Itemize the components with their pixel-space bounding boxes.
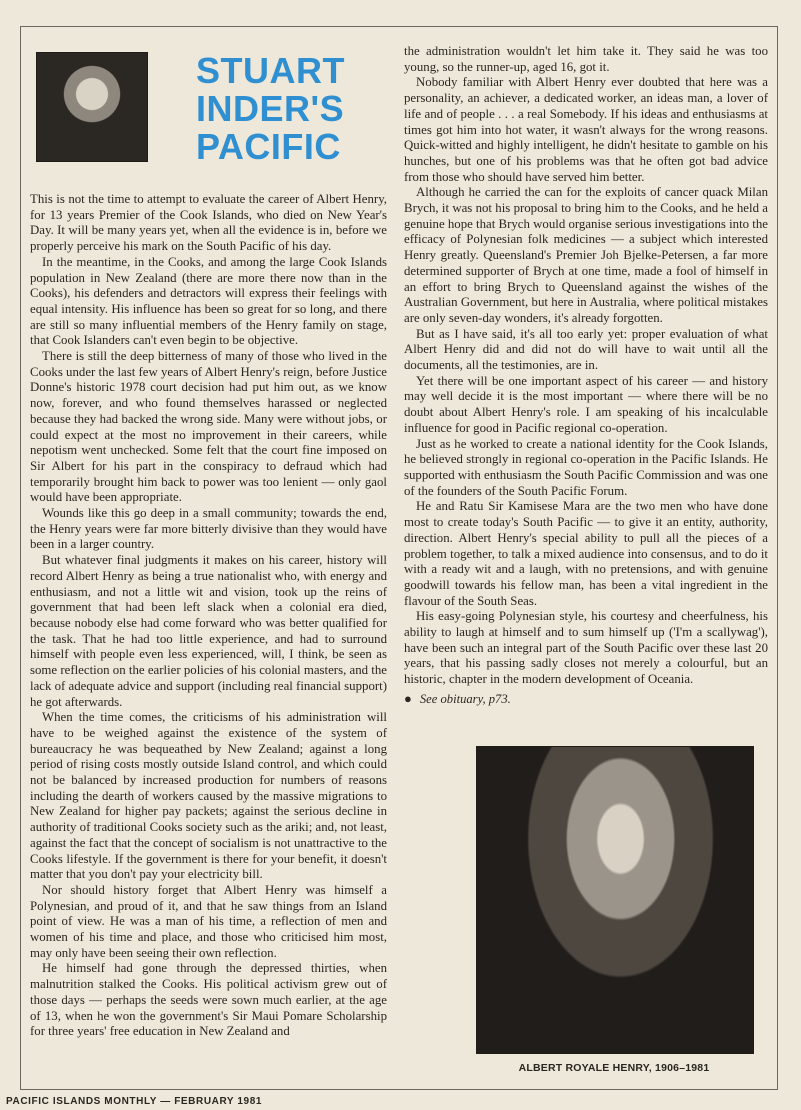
paragraph: But whatever final judgments it makes on his career, history will record Albert Henry as being a true nationalist who, with energy and enthusiasm, and not a little wit and vision, took up the reins of government that had been left slack when a colonial era died, because nobody else had come forward who was better qualified for the task. That he had too little experience, and had to surround himself with people even less experienced, will, I think, be seen as some reflection on the earlier policies of his colonial masters, and the lack of adequate advice and support (including real financial support) he got afterwards. (30, 553, 387, 709)
paragraph: Yet there will be one important aspect of his career — and history may well decide it is the most important — where there will be no doubt about Albert Henry's role. I am speaking of his incalculable influence for good in Pacific regional co-operation. (404, 373, 768, 435)
paragraph: He himself had gone through the depressed thirties, when malnutrition stalked the Cooks. His political activism grew out of those days — perhaps the seeds were sown much earlier, at the age of 13, when he won the government's Sir Maui Pomare Scholarship for three years' free education in New Zealand and (30, 961, 387, 1039)
masthead-line-2: INDER'S (196, 88, 345, 129)
paragraph: When the time comes, the criticisms of his administration will have to be weighed against the existence of the system of bureaucracy he was bequeathed by New Zealand; against a long period of rising costs mostly outside Island control, and which could not be balanced by increased production for numbers of reasons including the dearth of workers caused by the massive migrations to New Zealand for higher pay packets; against the serious decline in authority of traditional Cooks society such as the ariki; and, not least, against the fact that the concept of socialism is not unattractive to the Cooks lifestyle. If the government is there for your benefit, it doesn't matter that you don't pay your electricity bill. (30, 710, 387, 882)
photo-caption: ALBERT ROYALE HENRY, 1906–1981 (518, 1062, 710, 1074)
portrait-photo (476, 746, 754, 1054)
paragraph: Just as he worked to create a national identity for the Cook Islands, he believed strongly in regional co-operation in the Pacific Islands. He supported with enthusiasm the South Pacific Commission and was one of the founders of the South Pacific Forum. (404, 436, 768, 498)
paragraph: Nobody familiar with Albert Henry ever doubted that here was a personality, an achiever, a dedicated worker, an ideas man, a lover of life and of people . . . a real Somebody. If his ideas and enthusiasms at times got him into hot water, it wasn't always for the wrong reasons. Quick-witted and highly intelligent, he didn't hesitate to gamble on his hunches, but one of his problems was that he often got bad advice from those who should have served him better. (404, 75, 768, 184)
see-also-text: See obituary, p73. (419, 691, 511, 706)
right-column (404, 44, 768, 707)
paragraph: He and Ratu Sir Kamisese Mara are the two men who have done most to create today's South Pacific — to give it an entity, authority, direction. Albert Henry's special ability to pull all the pieces of a problem together, to talk a mixed audience into consensus, and to do it with a ready wit and a laugh, with no pretensions, and with genuine goodwill towards his fellow man, has been a vital ingredient in the flavour of the South Seas. (404, 499, 768, 608)
paragraph: Although he carried the can for the exploits of cancer quack Milan Brych, it was not his proposal to bring him to the Cooks, and he held a genuine hope that Brych would organise serious investigations into the efficacy of Polynesian folk medicines — a subject which interested Henry greatly. Queensland's Premier Joh Bjelke-Petersen, a far more determined supporter of Brych at one time, made a fool of himself in an effort to bring Brych to Queensland against the wishes of the Australian Government, but here in Australia, where political mistakes are only seven-day wonders, it's already forgotten. (404, 185, 768, 325)
paragraph: There is still the deep bitterness of many of those who lived in the Cooks under the last few years of Albert Henry's reign, before Justice Donne's historic 1978 court decision had put him out, as we know now, forever, and who found themselves harassed or neglected because they had backed the wrong side. Many were without jobs, or could expect at the most no improvement in their careers, while nepotism went unchecked. Some felt that the court fine imposed on Sir Albert for his part in the conspiracy to defraud which had temporarily brought him back to power was too lenient — only gaol would have been appropriate. (30, 349, 387, 505)
article-right (404, 44, 768, 688)
paragraph: Nor should history forget that Albert Henry was himself a Polynesian, and proud of it, and that he saw things from an Island point of view. He was a man of his time, a reflection of men and women of his time and place, and those who criticised him most, may only have been seeing their own reflection. (30, 882, 387, 960)
paragraph: In the meantime, in the Cooks, and among the large Cook Islands population in New Zealand (there are more there now than in the Cooks), his defenders and detractors will express their feelings with equal intensity. His influence has been so great for so long, and there are still so many influential members of the Henry family on stage, that Cook Islanders can't even begin to be objective. (30, 254, 387, 348)
paragraph: Wounds like this go deep in a small community; towards the end, the Henry years were far more bitterly divisive than they would have been in a larger country. (30, 506, 387, 552)
article-left (30, 192, 387, 1040)
column-header (30, 44, 387, 192)
paragraph: His easy-going Polynesian style, his courtesy and cheerfulness, his ability to laugh at himself and to sum himself up ('I'm a scallywag'), have been such an integral part of the South Pacific over these last 20 years, that his passing sadly closes not merely a colourful, but an historic, chapter in the modern development of Oceania. (404, 609, 768, 687)
paragraph: But as I have said, it's all too early yet: proper evaluation of what Albert Henry did and did not do will have to wait until all the documents, all the testimonies, are in. (404, 326, 768, 373)
left-column (30, 44, 387, 1040)
see-also-note (404, 691, 768, 707)
column-masthead (196, 52, 345, 166)
paragraph: the administration wouldn't let him take it. They said he was too young, so the runner-up, aged 16, got it. (404, 44, 768, 74)
masthead-line-1: STUART (196, 50, 345, 91)
author-portrait (36, 52, 148, 162)
paragraph: This is not the time to attempt to evaluate the career of Albert Henry, for 13 years Premier of the Cook Islands, who died on New Year's Day. It will be many years yet, when all the evidence is in, before we properly perceive his mark on the South Pacific of his day. (30, 192, 387, 254)
page-footer: PACIFIC ISLANDS MONTHLY — FEBRUARY 1981 (6, 1096, 263, 1107)
masthead-line-3: PACIFIC (196, 126, 341, 167)
bullet-icon: ● (404, 690, 412, 706)
